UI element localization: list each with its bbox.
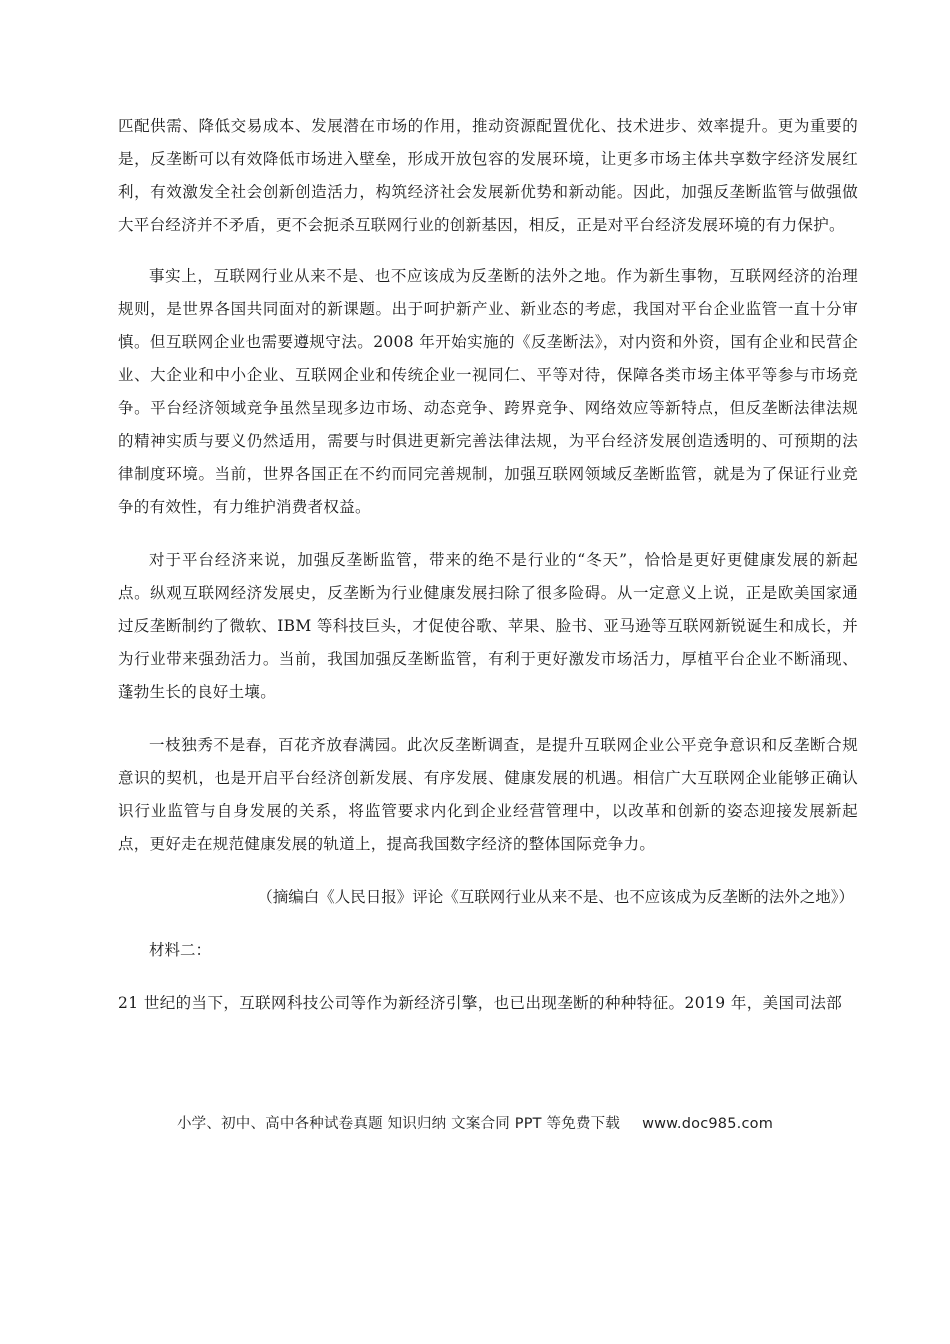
paragraph-1: 匹配供需、降低交易成本、发展潜在市场的作用，推动资源配置优化、技术进步、效率提升。更为重要的是，反垄断可以有效降低市场进入壁垒，形成开放包容的发展环境，让更多市场主体共享数字经济发展红利，有效激发全社会创新创造活力，构筑经济社会发展新优势和新动能。因此，加强反垄断监管与做强做大平台经济并不矛盾，更不会扼杀互联网行业的创新基因，相反，正是对平台经济发展环境的有力保护。 [118, 117, 858, 234]
source-citation: （摘编白《人民日报》评论《互联网行业从来不是、也不应该成为反垄断的法外之地》） [257, 888, 854, 906]
paragraph-2: 事实上，互联网行业从来不是、也不应该成为反垄断的法外之地。作为新生事物，互联网经济的治理规则，是世界各国共同面对的新课题。出于呵护新产业、新业态的考虑，我国对平台企业监管一直十分审慎。但互联网企业也需要遵规守法。2008 年开始实施的《反垄断法》，对内资和外资，国有企业和民营企业、大企业和中小企业、互联网企业和传统企业一视同仁、平等对待，保障各类市场主体平等参与市场竞争。平台经济领域竞争虽然呈现多边市场、动态竞争、跨界竞争、网络效应等新特点，但反垄断法律法规的精神实质与要义仍然适用，需要与时俱进更新完善法律法规，为平台经济发展创造透明的、可预期的法律制度环境。当前，世界各国正在不约而同完善规制，加强互联网领域反垄断监管，就是为了保证行业竞争的有效性，有力维护消费者权益。 [118, 267, 858, 516]
paragraph-continuation: 21 世纪的当下，互联网科技公司等作为新经济引擎，也已出现垄断的种种特征。2019 年，美国司法部 [118, 994, 843, 1012]
document-body [118, 110, 858, 1020]
material-label: 材料二： [149, 941, 212, 959]
footer-site-link[interactable]: www.doc985.com [642, 1116, 774, 1132]
page-footer [0, 1112, 950, 1133]
paragraph-4: 一枝独秀不是春，百花齐放春满园。此次反垄断调查，是提升互联网企业公平竞争意识和反垄断合规意识的契机，也是开启平台经济创新发展、有序发展、健康发展的机遇。相信广大互联网企业能够正确认识行业监管与自身发展的关系，将监管要求内化到企业经营管理中，以改革和创新的姿态迎接发展新起点，更好走在规范健康发展的轨道上，提高我国数字经济的整体国际竞争力。 [118, 736, 858, 853]
paragraph-3: 对于平台经济来说，加强反垄断监管，带来的绝不是行业的“冬天”，恰恰是更好更健康发展的新起点。纵观互联网经济发展史，反垄断为行业健康发展扫除了很多险碍。从一定意义上说，正是欧美国家通过反垄断制约了微软、IBM 等科技巨头，才促使谷歌、苹果、脸书、亚马逊等互联网新锐诞生和成长，并为行业带来强劲活力。当前，我国加强反垄断监管，有利于更好激发市场活力，厚植平台企业不断涌现、蓬勃生长的良好土壤。 [118, 551, 858, 701]
footer-text: 小学、初中、高中各种试卷真题 知识归纳 文案合同 PPT 等免费下载 [176, 1116, 621, 1132]
